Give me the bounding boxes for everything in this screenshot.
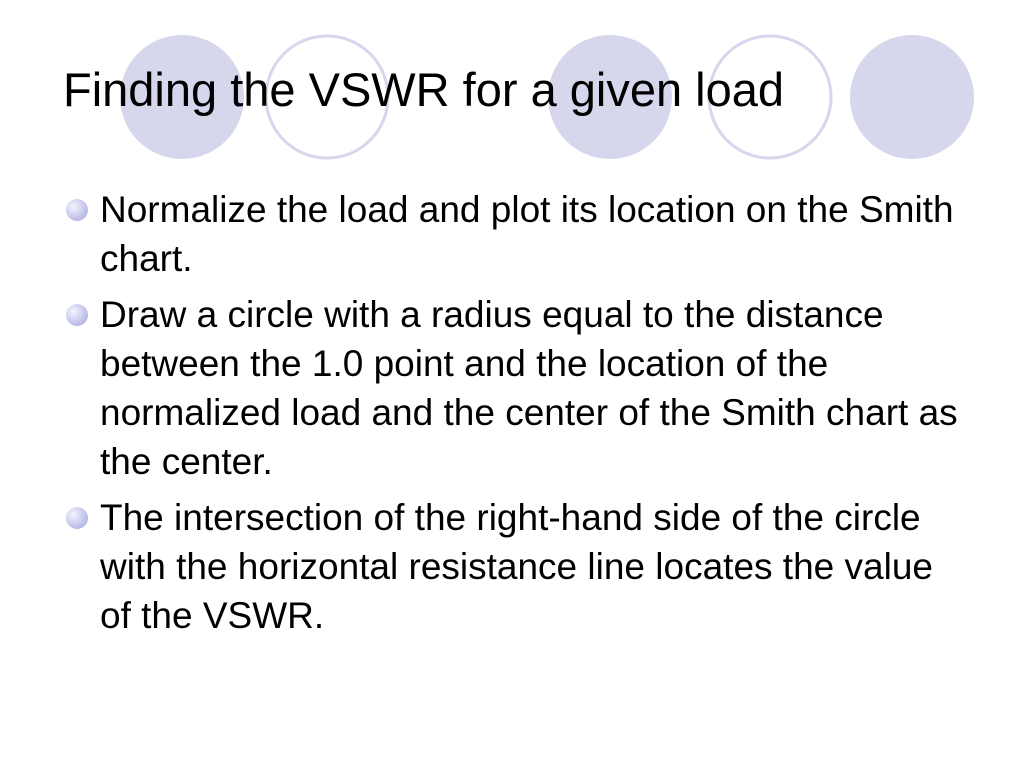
slide-title: Finding the VSWR for a given load [63,63,785,116]
bullet-text: The intersection of the right-hand side of the circle with the horizontal resistance line locates the value of the VSWR. [100,497,933,636]
bullet-text: Normalize the load and plot its location on the Smith chart. [100,189,954,279]
bullet-text: Draw a circle with a radius equal to the distance between the 1.0 point and the location of the normalized load and the center of the Smith chart as the center. [100,294,958,482]
circle-bullet-icon [65,198,89,222]
bullet-item [63,185,963,283]
bullet-item [63,290,963,486]
bullet-item [63,493,963,640]
deco-circle-filled-3 [850,35,974,159]
circle-bullet-icon [65,506,89,530]
circle-bullet-icon [65,303,89,327]
bullet-list [63,185,963,647]
